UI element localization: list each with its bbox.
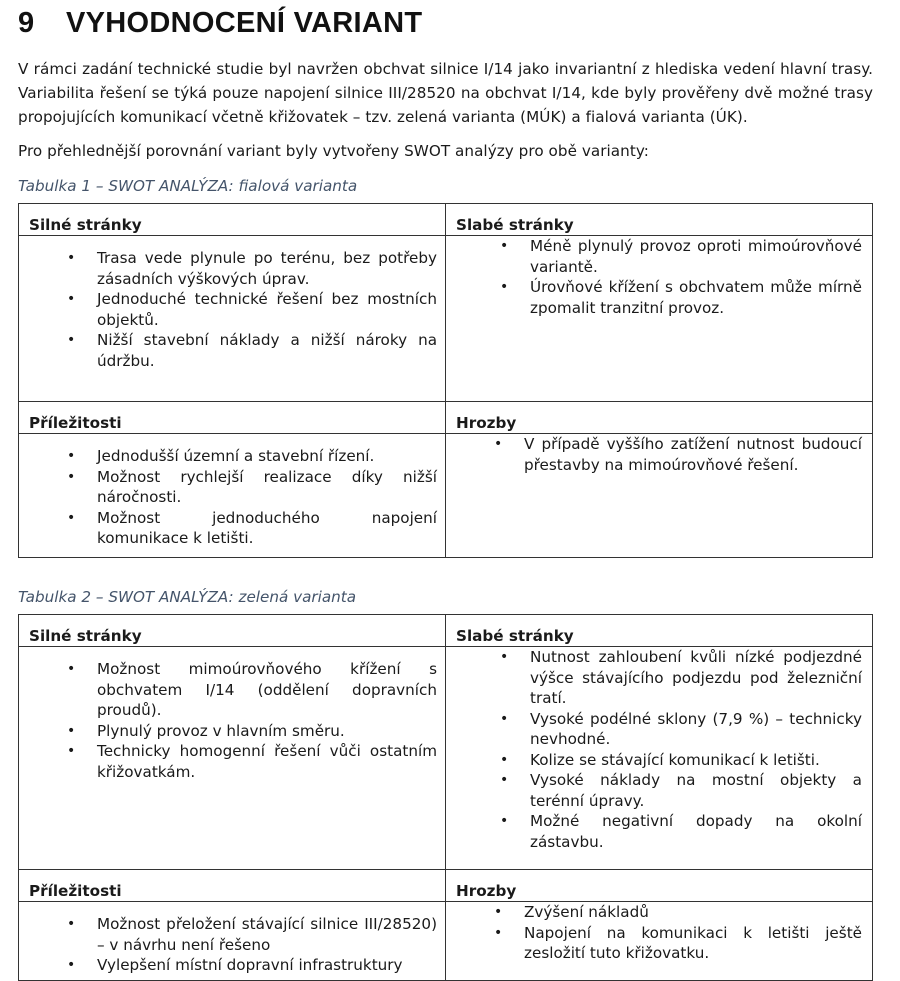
bullet-icon: • [500,710,509,727]
bullet-icon: • [67,722,76,739]
table-caption: Tabulka 1 – SWOT ANALÝZA: fialová varianta [18,177,358,195]
bullet-icon: • [67,957,76,973]
bullet-icon: • [500,238,509,254]
bullet-icon: • [500,772,509,788]
bullet-icon: • [494,904,503,920]
opportunities-cell [19,902,446,981]
swot-lead-paragraph: Pro přehlednější porovnání variant byly vytvořeny SWOT analýzy pro obě varianty: [18,142,649,160]
strengths-heading: Silné stránky [19,615,446,647]
list-item: • Jednodušší územní a stavební řízení. [67,447,375,465]
bullet-icon: • [67,916,76,932]
list-item: • Nižší stavební náklady a nižší nároky na údržbu. [67,331,437,370]
opportunities-list [19,446,445,549]
bullet-icon: • [67,291,76,307]
list-item: • Trasa vede plynule po terénu, bez potřeby zásadních výškových úprav. [67,249,437,288]
threats-heading: Hrozby [446,870,873,902]
bullet-icon: • [67,661,76,677]
list-item: • Vysoké náklady na mostní objekty a terénní úpravy. [500,771,862,810]
bullet-icon: • [494,436,503,452]
bullet-icon: • [500,649,509,665]
list-item: • Vysoké podélné sklony (7,9 %) – technicky nevhodné. [500,709,862,748]
list-item: • Možnost přeložení stávající silnice III/28520) – v návrhu není řešeno [67,915,437,954]
section-number: 9 [18,7,35,39]
list-item: • Možnost mimoúrovňového křížení s obchvatem I/14 (oddělení dopravních proudů). [67,660,437,719]
threats-list [446,434,872,475]
threats-heading: Hrozby [446,402,873,434]
list-item: • Plynulý provoz v hlavním směru. [67,721,345,740]
strengths-list [19,248,445,371]
list-item: • Napojení na komunikaci k letišti ještě zesložití tuto křižovatku. [494,923,862,962]
intro-paragraph: V rámci zadání technické studie byl navržen obchvat silnice I/14 jako invariantní z hlediska vedení hlavní trasy. Variabilita řešení se týká pouze napojení silnice III/28520 na obchvat I/14, kde byly prověřeny dvě možné trasy propojujících komunikací včetně křižovatek – tzv. zelená varianta (MÚK) a fialová varianta (ÚK). [18,60,873,126]
bullet-icon: • [67,509,76,526]
bullet-icon: • [500,751,509,768]
weaknesses-list [446,236,872,318]
bullet-icon: • [494,924,503,941]
bullet-icon: • [67,332,76,348]
swot-table-zelena [18,614,873,981]
list-item: • Možnost rychlejší realizace díky nižší náročnosti. [67,467,437,506]
opportunities-heading: Příležitosti [19,402,446,434]
weaknesses-cell [446,647,873,870]
opportunities-heading: Příležitosti [19,870,446,902]
strengths-heading: Silné stránky [19,204,446,236]
opportunities-list [19,914,445,976]
list-item: • Nutnost zahloubení kvůli nízké podjezdné výšce stávajícího podjezdu pod železniční tratí. [500,648,862,707]
list-item: • Technicky homogenní řešení vůči ostatním křižovatkám. [67,742,437,781]
list-item: • Možnost jednoduchého napojení komunikace k letišti. [67,508,437,547]
weaknesses-list [446,647,872,852]
weaknesses-heading: Slabé stránky [446,615,873,647]
list-item: • Vylepšení místní dopravní infrastruktury [67,956,403,974]
list-item: • Možné negativní dopady na okolní zástavbu. [500,812,862,851]
bullet-icon: • [67,448,76,464]
bullet-icon: • [67,250,76,266]
threats-cell [446,434,873,558]
list-item: • Méně plynulý provoz oproti mimoúrovňové variantě. [500,237,862,276]
list-item: • Úrovňové křížení s obchvatem může mírně zpomalit tranzitní provoz. [500,278,862,317]
strengths-list [19,659,445,782]
threats-list [446,902,872,964]
swot-table-fialova [18,203,873,558]
section-heading [18,0,873,40]
bullet-icon: • [500,279,509,295]
strengths-cell [19,236,446,402]
opportunities-cell [19,434,446,558]
list-item: • Jednoduché technické řešení bez mostních objektů. [67,290,437,329]
list-item: • V případě vyššího zatížení nutnost budoucí přestavby na mimoúrovňové řešení. [494,435,862,474]
threats-cell [446,902,873,981]
document-page [18,0,873,981]
weaknesses-cell [446,236,873,402]
list-item: • Kolize se stávající komunikací k letišti. [500,750,820,769]
list-item: • Zvýšení nákladů [494,903,649,921]
weaknesses-heading: Slabé stránky [446,204,873,236]
strengths-cell [19,647,446,870]
bullet-icon: • [67,743,76,759]
table-caption: Tabulka 2 – SWOT ANALÝZA: zelená varianta [18,588,357,606]
bullet-icon: • [67,468,76,485]
bullet-icon: • [500,813,509,829]
section-title: VYHODNOCENÍ VARIANT [66,7,423,39]
